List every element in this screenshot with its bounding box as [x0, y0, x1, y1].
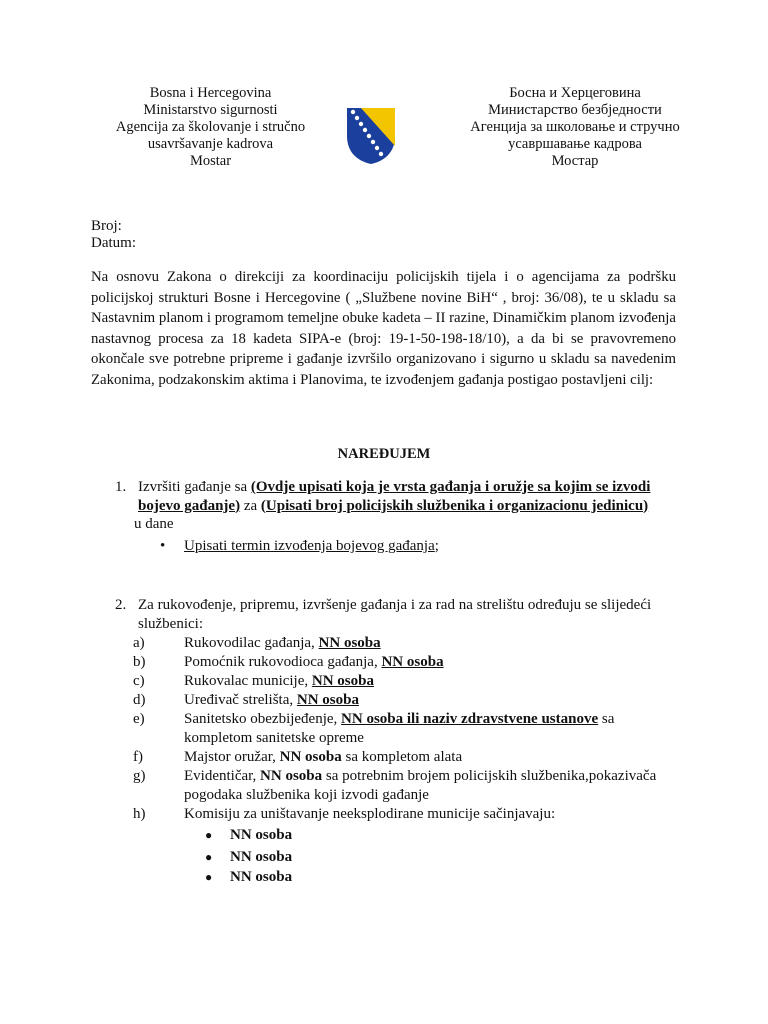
item-2-text: Za rukovođenje, pripremu, izvršenje gađanja i za rad na strelištu određuju se slijedeći službenici:	[138, 597, 652, 632]
sub-item-c	[91, 672, 681, 691]
sub-item-text: Pomoćnik rukovodioca gađanja,	[184, 654, 382, 670]
item-1-bullet	[91, 537, 439, 556]
sub-item-text-tail: sa kompletom alata	[341, 749, 463, 765]
sub-item-f	[91, 748, 681, 767]
commission-member-name: NN osoba	[230, 849, 293, 865]
sub-item-letter: c)	[133, 673, 145, 689]
sub-item-e	[91, 710, 681, 747]
header-latin-line-4: usavršavanje kadrova	[147, 136, 274, 152]
sub-item-h	[91, 805, 681, 824]
bullet-end: ;	[434, 538, 439, 554]
sub-item-value: NN osoba	[381, 654, 444, 670]
sub-item-letter: b)	[133, 654, 146, 670]
sub-item-letter: f)	[133, 749, 143, 765]
sub-item-letter: d)	[133, 692, 146, 708]
sub-item-value: NN osoba	[311, 673, 374, 689]
bullet-icon: ●	[205, 828, 213, 842]
order-item-2	[91, 596, 681, 633]
header-latin	[88, 85, 333, 170]
sub-item-a	[91, 634, 681, 653]
sub-item-text-tail: sa kompletom sanitetske opreme	[184, 711, 615, 746]
coat-of-arms-icon	[345, 106, 397, 166]
header-latin-line-5: Mostar	[189, 153, 232, 169]
sub-item-text: Majstor oružar,	[184, 749, 280, 765]
sub-item-value: NN osoba	[296, 692, 359, 708]
header-latin-line-2: Ministarstvo sigurnosti	[143, 102, 278, 118]
sub-item-text: Komisiju za uništavanje neeksplodirane municije sačinjavaju:	[184, 806, 556, 822]
item-1-text-part: za	[240, 497, 261, 514]
intro-paragraph: Na osnovu Zakona o direkciji za koordinaciju policijskih tijela i o agencijama za podršku policijskoj strukturi Bosne i Hercegovine ( „Službene novine BiH“ , broj: 36/08), te u skladu sa Nastavnim planom i programom temeljne obuke kadeta – II razine, Dinamičkim planom izvođenja nastavnog procesa za 18 kadeta SIPA-e (broj: 19-1-50-198-18/10), a da bi se pravovremeno okončale sve potrebne pripreme i gađanje izvršilo organizovano i sigurno u skladu sa navedenim Zakonima, podzakonskim aktima i Planovima, te izvođenjem gađanja postigao postavljeni cilj:	[91, 269, 676, 388]
bullet-icon: ●	[205, 870, 213, 884]
sub-item-value: NN osoba	[260, 768, 323, 784]
sub-item-letter: h)	[133, 806, 146, 822]
sub-item-text: Sanitetsko obezbijeđenje,	[184, 711, 342, 727]
sub-item-b	[91, 653, 681, 672]
item-1-text	[134, 478, 681, 534]
item-1-placeholder-weapon: (Ovdje upisati koja je vrsta gađanja i oružje sa kojim se izvodi bojevo gađanje)	[138, 479, 651, 514]
commission-member-name: NN osoba	[230, 827, 293, 843]
item-number: 1.	[115, 479, 127, 495]
commission-member	[91, 868, 292, 886]
bullet-placeholder-date: Upisati termin izvođenja bojevog gađanja	[184, 538, 435, 554]
item-number: 2.	[115, 597, 127, 613]
bullet-icon: ●	[205, 850, 213, 864]
order-item-1	[91, 478, 681, 534]
sub-item-value: NN osoba ili naziv zdravstvene ustanove	[341, 711, 599, 727]
item-1-text-part: u dane	[134, 516, 174, 532]
sub-item-text: Evidentičar,	[184, 768, 261, 784]
commission-member	[91, 826, 292, 844]
sub-item-text: Rukovalac municije,	[184, 673, 312, 689]
broj-label: Broj:	[91, 218, 122, 234]
datum-label: Datum:	[91, 235, 136, 251]
commission-member-name: NN osoba	[230, 869, 293, 885]
header-cyrillic-line-5: Мостар	[551, 153, 599, 169]
sub-item-text-tail: sa potrebnim brojem policijskih službenika,pokazivača pogodaka službenika koji izvodi gađanje	[184, 768, 657, 803]
commission-member	[91, 848, 292, 866]
header-latin-line-3: Agencija za školovanje i stručno	[115, 119, 306, 135]
sub-item-d	[91, 691, 681, 710]
document-title: NAREĐUJEM	[337, 446, 431, 462]
bullet-icon: •	[160, 538, 166, 554]
sub-item-letter: e)	[133, 711, 145, 727]
item-1-placeholder-officers: (Upisati broj policijskih službenika i organizacionu jedinicu)	[260, 497, 649, 514]
sub-item-letter: g)	[133, 768, 146, 784]
sub-item-g	[91, 767, 681, 804]
sub-item-text: Uređivač strelišta,	[184, 692, 297, 708]
sub-item-letter: a)	[133, 635, 145, 651]
sub-item-value: NN osoba	[279, 749, 342, 765]
header-cyrillic-line-2: Министарство безбједности	[488, 102, 662, 118]
sub-item-text: Rukovodilac gađanja,	[184, 635, 319, 651]
document-meta	[91, 218, 136, 252]
header-latin-line-1: Bosna i Hercegovina	[149, 85, 272, 101]
header-cyrillic-line-3: Агенција за школовање и стручно	[470, 119, 680, 135]
header-cyrillic-line-4: усавршавање кадрова	[508, 136, 642, 152]
item-1-text-part: Izvršiti gađanje sa	[138, 479, 251, 495]
header-cyrillic	[430, 85, 720, 170]
header-cyrillic-line-1: Босна и Херцеговина	[509, 85, 641, 101]
sub-item-value: NN osoba	[318, 635, 381, 651]
